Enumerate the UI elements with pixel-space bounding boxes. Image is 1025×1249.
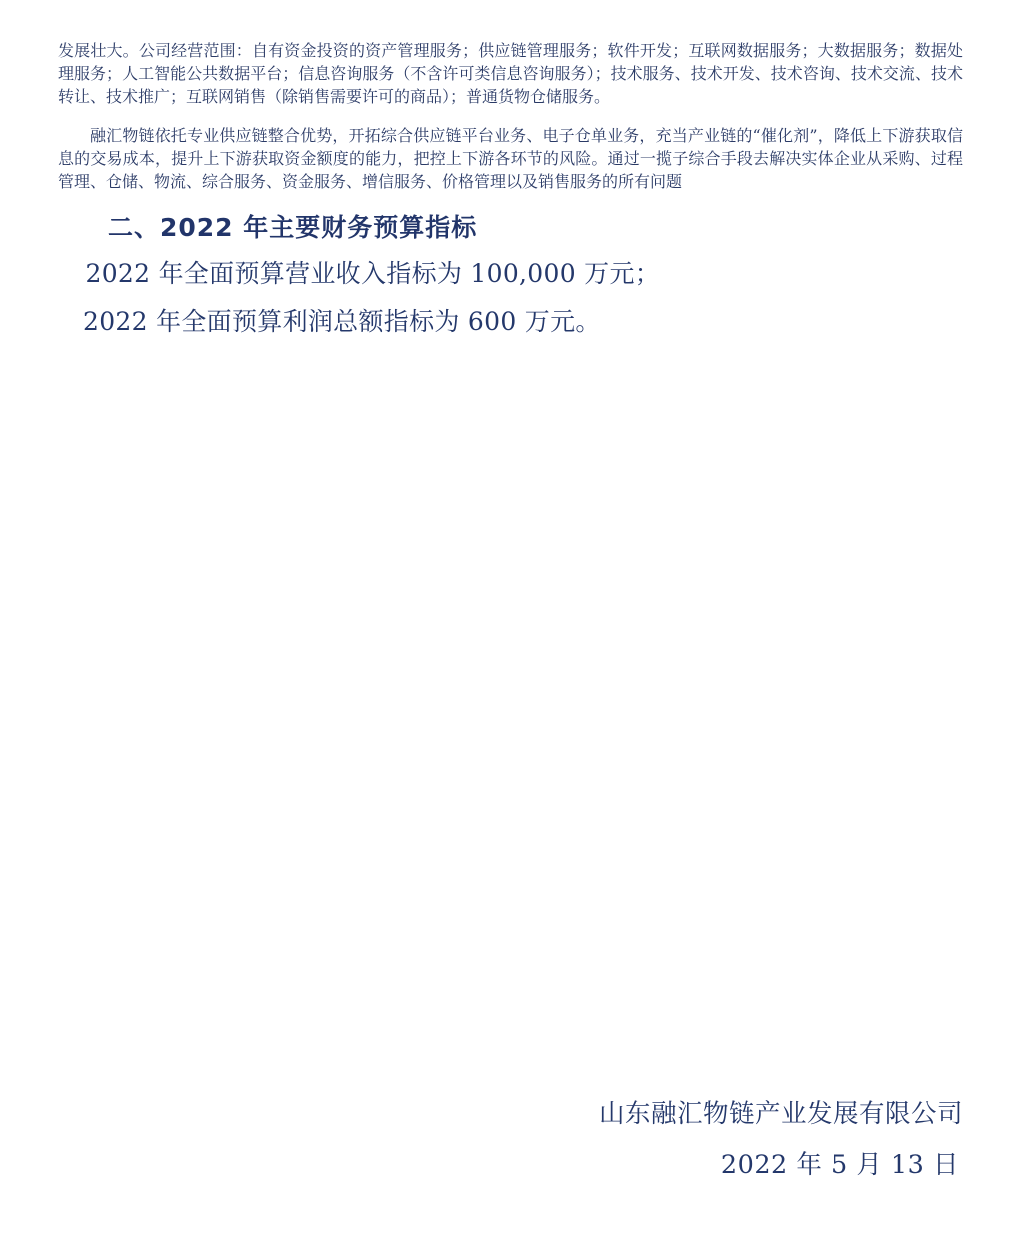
budget-line-profit: 2022 年全面预算利润总额指标为 600 万元。 — [83, 306, 601, 336]
paragraph-spacer — [58, 111, 963, 123]
signature-date: 2022 年 5 月 13 日 — [720, 1150, 959, 1180]
paragraph-platform-business: 融汇物链依托专业供应链整合优势，开拓综合供应链平台业务、电子仓单业务，充当产业链的“催化剂”，降低上下游获取信息的交易成本，提升上下游获取资金额度的能力，把控上下游各环节的风险。通过一揽子综合手段去解决实体企业从采购、过程管理、仓储、物流、综合服务、资金服务、增信服务、价格管理以及销售服务的所有问题 — [58, 126, 963, 191]
signature-block — [599, 1089, 963, 1191]
signature-company: 山东融汇物链产业发展有限公司 — [598, 1099, 963, 1129]
budget-line-revenue: 2022 年全面预算营业收入指标为 100,000 万元； — [85, 259, 661, 288]
paragraph-business-scope: 发展壮大。公司经营范围：自有资金投资的资产管理服务；供应链管理服务；软件开发；互联网数据服务；大数据服务；数据处理服务；人工智能公共数据平台；信息咨询服务（不含许可类信息咨询服务）；技术服务、技术开发、技术咨询、技术交流、技术转让、技术推广；互联网销售（除销售需要许可的商品）；普通货物仓储服务。 — [58, 41, 963, 106]
section-heading-financial-targets: 二、2022 年主要财务预算指标 — [108, 213, 478, 242]
